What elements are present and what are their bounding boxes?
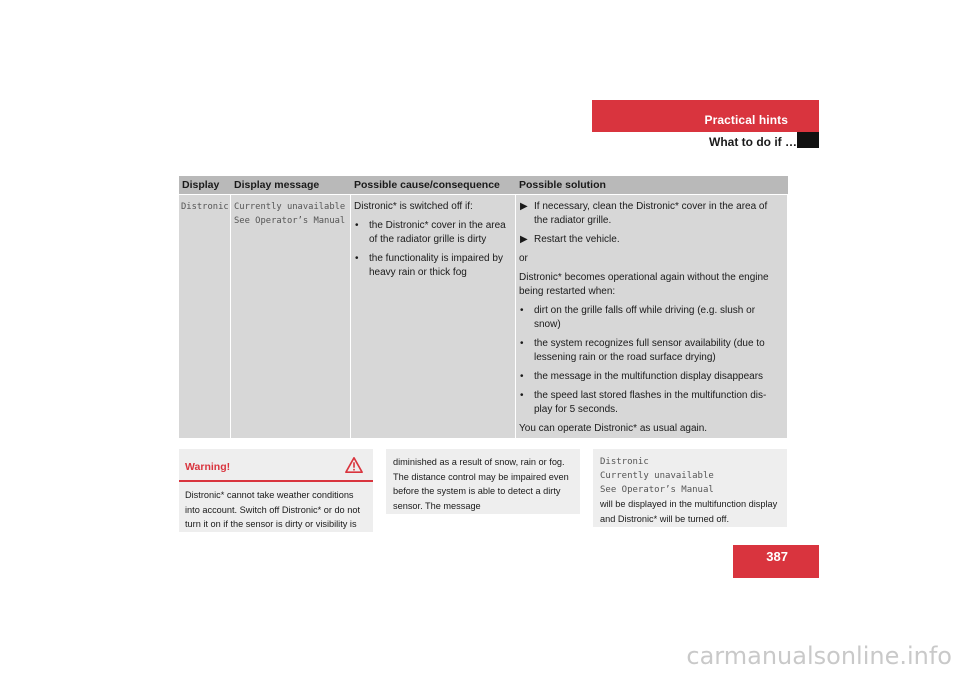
bullet-icon: •: [355, 220, 359, 231]
message-cell: [231, 195, 350, 438]
list-item: ▶ Restart the vehicle.: [520, 234, 620, 245]
header-possible-solution: Possible solution: [519, 179, 606, 191]
troubleshooting-table: [179, 176, 788, 438]
warning-body: Distronic* cannot take weather conditions into account. Switch off Distronic* or do not turn it on if the sensor is dirty or visibility is: [185, 490, 360, 529]
warning-title: Warning!: [185, 461, 231, 473]
display-value: Distronic: [181, 202, 229, 212]
cause-cell: [351, 195, 515, 438]
warning-panel: [179, 449, 373, 532]
bullet-icon: •: [520, 338, 524, 349]
warning-continuation: [386, 449, 580, 514]
table-row: [179, 195, 788, 438]
message-explanation: will be displayed in the multifunction display and Distronic* will be turned off.: [600, 499, 778, 524]
list-item: ▶ If necessary, clean the Distronic* cover in the area of the radiator grille.: [520, 201, 768, 226]
list-item: • the message in the multifunction display disappears: [520, 371, 764, 382]
section-banner: [592, 100, 819, 132]
bullet-icon: •: [355, 253, 359, 264]
message-line: Currently unavailable: [600, 471, 714, 481]
message-line: See Operator’s Manual: [234, 216, 346, 226]
warning-triangle-icon: [345, 456, 363, 474]
list-item: • the functionality is impaired by heavy rain or thick fog: [355, 253, 503, 278]
display-cell: [179, 195, 230, 438]
list-item: • the speed last stored flashes in the multifunction dis-play for 5 seconds.: [520, 390, 767, 415]
bullet-icon: •: [520, 305, 524, 316]
list-item: • the system recognizes full sensor availability (due to lessening rain or the road surface drying): [520, 338, 765, 363]
list-item: • dirt on the grille falls off while driving (e.g. slush or snow): [520, 305, 756, 330]
solution-text: Distronic* becomes operational again without the engine being restarted when:: [519, 272, 769, 297]
arrow-right-icon: ▶: [520, 234, 528, 245]
section-title: Practical hints: [704, 113, 788, 127]
warning-header: [179, 449, 373, 482]
header-possible-cause: Possible cause/consequence: [354, 179, 500, 191]
message-line: Currently unavailable: [234, 202, 346, 212]
bullet-icon: •: [520, 371, 524, 382]
watermark: carmanualsonline.info: [686, 642, 952, 670]
header-display-message: Display message: [234, 179, 320, 191]
bullet-icon: •: [520, 390, 524, 401]
continuation-text: diminished as a result of snow, rain or fog. The distance control may be impaired even before the system is able to detect a dirty sensor. The message: [393, 457, 569, 511]
page-number: 387: [766, 549, 788, 564]
list-item: • the Distronic* cover in the area of the radiator grille is dirty: [355, 220, 506, 245]
solution-end: You can operate Distronic* as usual again.: [519, 423, 708, 434]
solution-cell: [516, 195, 787, 438]
cause-intro: Distronic* is switched off if:: [354, 201, 473, 212]
subsection-title: What to do if …: [709, 135, 797, 149]
page-number-badge: [733, 545, 819, 578]
subsection-marker: [797, 132, 819, 148]
table-header-row: [179, 176, 788, 194]
message-line: Distronic: [600, 457, 649, 467]
arrow-right-icon: ▶: [520, 201, 528, 212]
message-panel: [593, 449, 787, 527]
message-line: See Operator’s Manual: [600, 485, 714, 495]
solution-or: or: [519, 253, 528, 264]
header-display: Display: [182, 179, 220, 191]
